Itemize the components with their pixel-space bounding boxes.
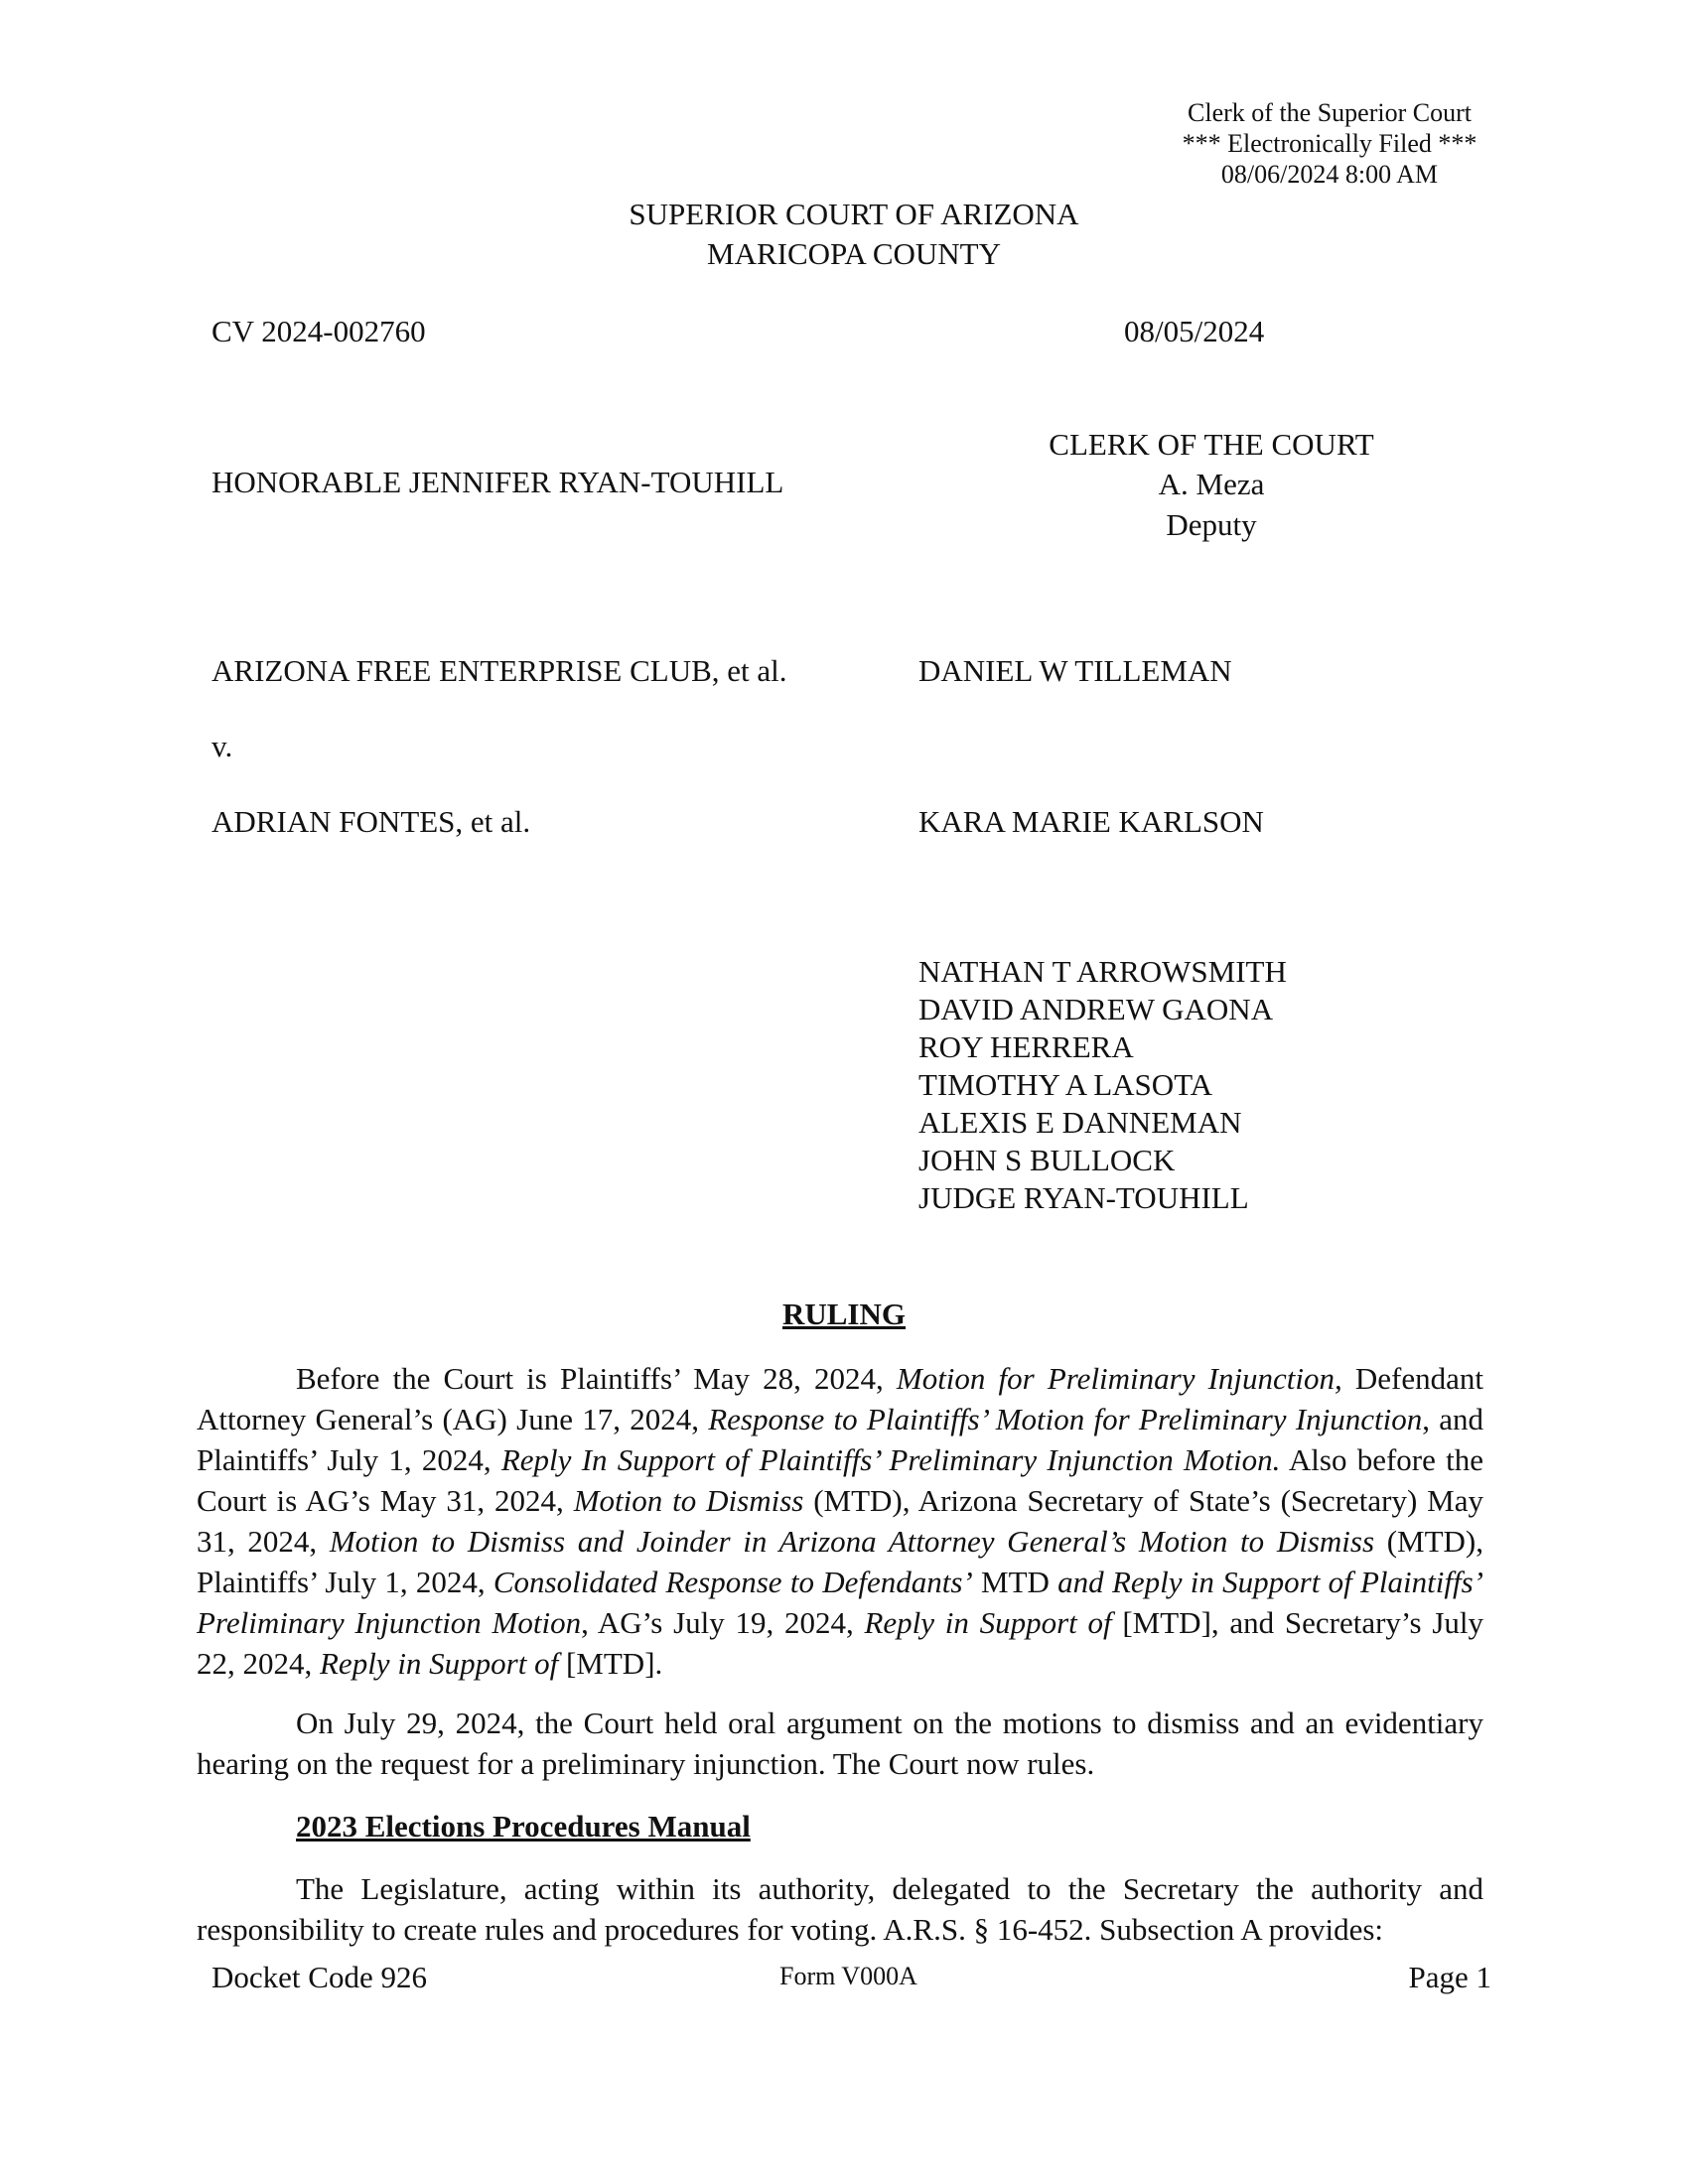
plaintiff-name: ARIZONA FREE ENTERPRISE CLUB, et al. bbox=[211, 653, 787, 688]
form-code: Form V000A bbox=[779, 1962, 917, 1990]
section-heading: 2023 Elections Procedures Manual bbox=[296, 1809, 751, 1843]
plaintiff-attorney: DANIEL W TILLEMAN bbox=[918, 653, 1232, 688]
cc-list-item: ALEXIS E DANNEMAN bbox=[918, 1105, 1242, 1140]
filing-stamp bbox=[1151, 97, 1508, 191]
cc-list-item: DAVID ANDREW GAONA bbox=[918, 992, 1274, 1026]
clerk-block bbox=[993, 425, 1430, 545]
court-name: SUPERIOR COURT OF ARIZONA bbox=[629, 197, 1079, 231]
filing-stamp-line2: *** Electronically Filed *** bbox=[1182, 129, 1477, 159]
paragraph-1: Before the Court is Plaintiffs’ May 28, 2024, Motion for Preliminary Injunction, Defendant Attorney General’s (AG) June 17, 2024, Response to Plaintiffs’ Motion for Preliminary Injunction, and Plaintiffs’ July 1, 2024, Reply In Support of Plaintiffs’ Preliminary Injunction Motion. Also before the Court is AG’s May 31, 2024, Motion to Dismiss (MTD), Arizona Secretary of State’s (Secretary) May 31, 2024, Motion to Dismiss and Joinder in Arizona Attorney General’s Motion to Dismiss (MTD), Plaintiffs’ July 1, 2024, Consolidated Response to Defendants’ MTD and Reply in Support of Plaintiffs’ Preliminary Injunction Motion, AG’s July 19, 2024, Reply in Support of [MTD], and Secretary’s July 22, 2024, Reply in Support of [MTD]. bbox=[197, 1361, 1484, 1681]
paragraph-2: On July 29, 2024, the Court held oral argument on the motions to dismiss and an evidentiary hearing on the request for a preliminary injunction. The Court now rules. bbox=[197, 1706, 1483, 1781]
page-number: Page 1 bbox=[1408, 1960, 1491, 1994]
clerk-role: Deputy bbox=[1166, 506, 1257, 542]
defendant-name: ADRIAN FONTES, et al. bbox=[211, 804, 531, 839]
filing-stamp-line1: Clerk of the Superior Court bbox=[1188, 98, 1472, 127]
ruling-title: RULING bbox=[781, 1297, 906, 1331]
filing-stamp-line3: 08/06/2024 8:00 AM bbox=[1220, 160, 1439, 190]
ruling-date: 08/05/2024 bbox=[1124, 314, 1265, 348]
court-header bbox=[397, 195, 1311, 275]
cc-list-item: JUDGE RYAN-TOUHILL bbox=[918, 1180, 1249, 1215]
cc-list-item: ROY HERRERA bbox=[918, 1029, 1134, 1064]
defendant-attorney: KARA MARIE KARLSON bbox=[918, 804, 1264, 839]
cc-list bbox=[918, 953, 1287, 1217]
cc-list-item: TIMOTHY A LASOTA bbox=[918, 1067, 1213, 1102]
judge-name: HONORABLE JENNIFER RYAN-TOUHILL bbox=[211, 465, 784, 499]
cc-list-item: JOHN S BULLOCK bbox=[918, 1143, 1176, 1177]
case-number: CV 2024-002760 bbox=[211, 314, 426, 348]
clerk-name: A. Meza bbox=[1158, 467, 1265, 502]
court-county: MARICOPA COUNTY bbox=[707, 236, 1001, 272]
cc-list-item: NATHAN T ARROWSMITH bbox=[918, 954, 1287, 989]
docket-code: Docket Code 926 bbox=[211, 1960, 427, 1994]
paragraph-3: The Legislature, acting within its authority, delegated to the Secretary the authority and responsibility to create rules and procedures for voting. A.R.S. § 16-452. Subsection A provides: bbox=[197, 1871, 1483, 1947]
clerk-title: CLERK OF THE COURT bbox=[1049, 427, 1374, 462]
versus-label: v. bbox=[211, 729, 233, 763]
